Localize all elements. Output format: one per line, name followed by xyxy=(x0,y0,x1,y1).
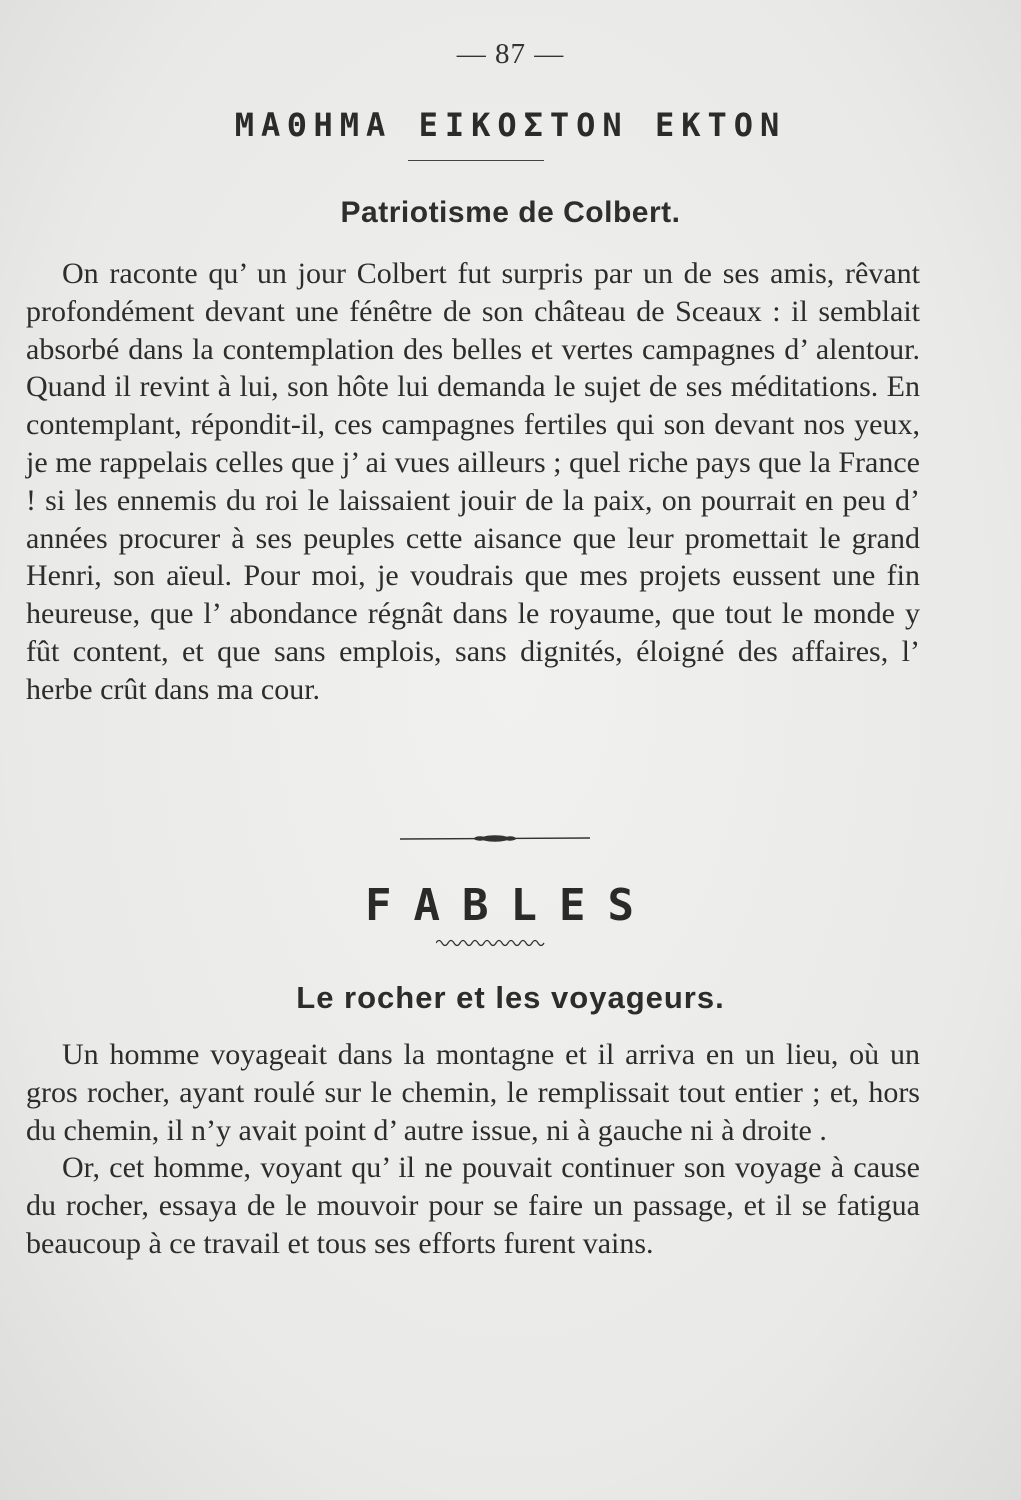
wavy-divider xyxy=(436,936,546,950)
section-paragraph: On raconte qu’ un jour Colbert fut surpris par un de ses amis, rêvant profondément devant une fénêtre de son château de Sceaux : il semblait absorbé dans la contemplation des belles et vertes campagnes d’ alentour. Quand il revint à lui, son hôte lui demanda le sujet de ses méditations. En contemplant, répondit-il, ces campagnes fertiles qui son devant nos yeux, je me rappelais celles que j’ ai vues ailleurs ; quel riche pays que la France ! si les ennemis du roi le laissaient jouir de la paix, on pourrait en peu d’ années procurer à ses peuples cette aisance que leur promettait le grand Henri, son aïeul. Pour moi, je voudrais que mes projets eussent une fin heureuse, que l’ abondance régnât dans le royaume, que tout le monde y fût content, et que sans emplois, sans dignités, éloigné des affaires, l’ herbe crût dans ma cour. xyxy=(26,257,920,706)
lesson-title: ΜΑΘΗΜΑ ΕΙΚΟΣΤΟΝ ΕΚΤΟΝ xyxy=(234,106,787,144)
fables-heading: FABLES xyxy=(365,880,656,931)
section-title: Patriotisme de Colbert. xyxy=(340,196,681,229)
fable-title: Le rocher et les voyageurs. xyxy=(296,980,725,1015)
section-text-block xyxy=(26,255,920,709)
fable-paragraph-1: Un homme voyageait dans la montagne et il arriva en un lieu, où un gros rocher, ayant roulé sur le chemin, le remplissait tout entier ; et, hors du chemin, il n’y avait point d’ autre issue, ni à gauche ni à droite . xyxy=(26,1038,920,1147)
fable-paragraph-2: Or, cet homme, voyant qu’ il ne pouvait continuer son voyage à cause du rocher, essaya de le mouvoir pour se faire un passage, et il se fatigua beaucoup à ce travail et tous ses efforts furent vains. xyxy=(26,1151,920,1260)
title-divider xyxy=(408,160,544,161)
ornament-divider xyxy=(400,826,590,850)
fable-text-block xyxy=(26,1036,920,1263)
page-number: — 87 — xyxy=(456,38,565,70)
